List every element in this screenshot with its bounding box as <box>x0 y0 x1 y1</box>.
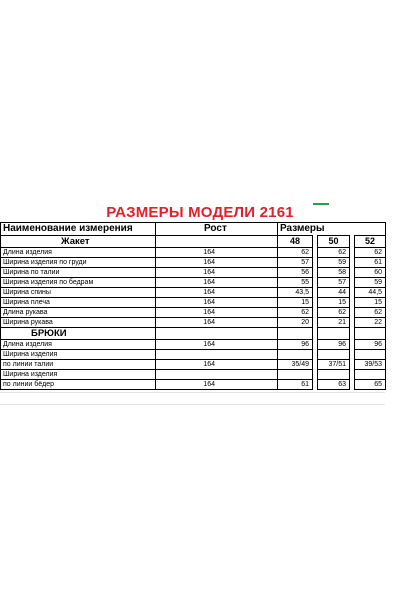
value-size-50 <box>318 370 350 380</box>
value-size-52: 62 <box>355 308 386 318</box>
value-size-52: 39/53 <box>355 360 386 370</box>
table-row <box>1 278 386 288</box>
value-size-52: 60 <box>355 268 386 278</box>
measurement-name: Длина изделия <box>1 248 156 258</box>
empty-cell <box>355 328 386 340</box>
rost-value: 164 <box>156 288 278 298</box>
name-column-header: Наименование измерения <box>1 223 156 236</box>
empty-cell <box>156 236 278 248</box>
table-row <box>1 308 386 318</box>
jacket-section-row <box>1 236 386 248</box>
value-size-50: 59 <box>318 258 350 268</box>
measurement-name: Ширина спины <box>1 288 156 298</box>
table-row <box>1 268 386 278</box>
size-52-header: 52 <box>355 236 386 248</box>
value-size-50: 58 <box>318 268 350 278</box>
value-size-52 <box>355 350 386 360</box>
size-50-header: 50 <box>318 236 350 248</box>
empty-cell <box>156 328 278 340</box>
value-size-48: 61 <box>278 380 313 390</box>
measurement-name: Длина изделия <box>1 340 156 350</box>
value-size-50 <box>318 350 350 360</box>
rost-value: 164 <box>156 268 278 278</box>
value-size-48: 55 <box>278 278 313 288</box>
measurement-name: Ширина плеча <box>1 298 156 308</box>
value-size-50: 96 <box>318 340 350 350</box>
value-size-52: 62 <box>355 248 386 258</box>
table-row <box>1 248 386 258</box>
value-size-50: 44 <box>318 288 350 298</box>
table-row <box>1 340 386 350</box>
table-row <box>1 288 386 298</box>
rost-value: 164 <box>156 380 278 390</box>
table-header-row <box>1 223 386 236</box>
rost-value <box>156 350 278 360</box>
value-size-48: 56 <box>278 268 313 278</box>
rost-value: 164 <box>156 308 278 318</box>
rost-value: 164 <box>156 340 278 350</box>
value-size-52: 59 <box>355 278 386 288</box>
rost-value: 164 <box>156 298 278 308</box>
value-size-50: 62 <box>318 248 350 258</box>
value-size-48: 96 <box>278 340 313 350</box>
measurement-name: по линии талии <box>1 360 156 370</box>
empty-cell <box>318 328 350 340</box>
value-size-48: 62 <box>278 248 313 258</box>
table-row <box>1 370 386 380</box>
empty-cell <box>278 328 313 340</box>
value-size-48 <box>278 370 313 380</box>
measurement-name: Ширина изделия <box>1 370 156 380</box>
value-size-52: 65 <box>355 380 386 390</box>
table-row <box>1 318 386 328</box>
sizes-column-header: Размеры <box>278 223 386 236</box>
page-title: РАЗМЕРЫ МОДЕЛИ 2161 <box>106 204 294 221</box>
measurement-name: Ширина изделия по бедрам <box>1 278 156 288</box>
grid-line <box>0 404 385 405</box>
value-size-52: 15 <box>355 298 386 308</box>
value-size-48: 43,5 <box>278 288 313 298</box>
value-size-48 <box>278 350 313 360</box>
jacket-section-label: Жакет <box>1 236 156 248</box>
rost-column-header: Рост <box>156 223 278 236</box>
value-size-52: 96 <box>355 340 386 350</box>
size-table <box>0 222 386 390</box>
table-row <box>1 380 386 390</box>
value-size-52 <box>355 370 386 380</box>
value-size-52: 22 <box>355 318 386 328</box>
trousers-section-label: БРЮКИ <box>1 328 156 340</box>
size-48-header: 48 <box>278 236 313 248</box>
value-size-50: 62 <box>318 308 350 318</box>
table-row <box>1 350 386 360</box>
rost-value: 164 <box>156 318 278 328</box>
value-size-52: 61 <box>355 258 386 268</box>
value-size-48: 62 <box>278 308 313 318</box>
value-size-52: 44,5 <box>355 288 386 298</box>
value-size-50: 37/51 <box>318 360 350 370</box>
value-size-50: 15 <box>318 298 350 308</box>
measurement-name: Ширина изделия по груди <box>1 258 156 268</box>
rost-value: 164 <box>156 258 278 268</box>
value-size-48: 57 <box>278 258 313 268</box>
value-size-48: 15 <box>278 298 313 308</box>
table-row <box>1 258 386 268</box>
value-size-48: 20 <box>278 318 313 328</box>
rost-value: 164 <box>156 278 278 288</box>
table-row <box>1 360 386 370</box>
measurement-name: по линии бёдер <box>1 380 156 390</box>
measurement-name: Длина рукава <box>1 308 156 318</box>
value-size-48: 35/49 <box>278 360 313 370</box>
measurement-name: Ширина по талии <box>1 268 156 278</box>
grid-line <box>0 392 385 393</box>
table-row <box>1 298 386 308</box>
value-size-50: 57 <box>318 278 350 288</box>
trousers-section-row <box>1 328 386 340</box>
rost-value <box>156 370 278 380</box>
value-size-50: 63 <box>318 380 350 390</box>
measurement-name: Ширина рукава <box>1 318 156 328</box>
rost-value: 164 <box>156 248 278 258</box>
value-size-50: 21 <box>318 318 350 328</box>
measurement-name: Ширина изделия <box>1 350 156 360</box>
rost-value: 164 <box>156 360 278 370</box>
